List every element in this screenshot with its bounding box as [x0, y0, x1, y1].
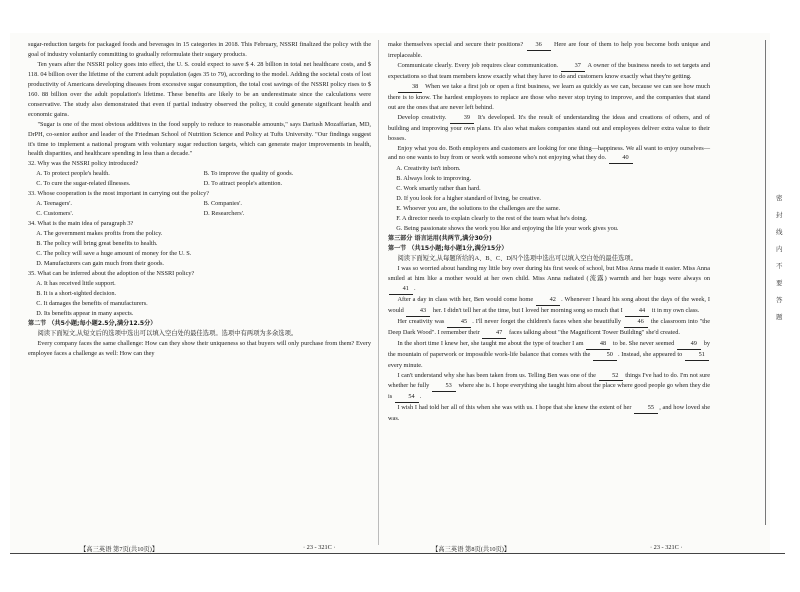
- option: C. To cure the sugar-related illnesses.: [36, 180, 131, 188]
- option: D. Its benefits appear in many aspects.: [36, 309, 134, 317]
- paragraph: Every company faces the same challenge: How can they show their uniqueness so that buyers will only purchase from them? Every employee faces a challenge as well: How can they: [28, 339, 371, 357]
- option: G. Being passionate shows the work you like and enjoying the life your work gives you.: [396, 225, 619, 233]
- paragraph: Ten years after the NSSRI policy goes into effect, the U. S. could expect to save $ 4. 28 billion in total net healthcare costs, and $ 118. 04 billion over the lifetime of the current adult population (ages 35 to 79), according to the model. Adding the societal costs of lost productivity of Americans developing diseases from excessive sugar consumption, the total cost savings of the NSSRI policy rises to $ 160. 88 billion over the adult population's lifetime. These benefits are likely to be an underestimate since the calculations were conservative. The study also demonstrated that even if partial industry observed the policy, it could generate significant health and economic gains.: [28, 60, 371, 118]
- question-33-options: [28, 199, 371, 209]
- blank-49[interactable]: 49: [677, 339, 701, 350]
- blank-52[interactable]: 52: [599, 371, 623, 382]
- question-32-options: [28, 179, 371, 189]
- option: D. Researchers'.: [203, 210, 245, 218]
- blank-36[interactable]: 36: [527, 40, 551, 51]
- option: B. To improve the quality of goods.: [203, 170, 294, 178]
- paragraph: sugar-reduction targets for packaged foods and beverages in 15 categories in 2018. This February, NSSRI finalized the policy with the goal of industry voluntarily committing to gradually reformulate their sugary products.: [28, 41, 371, 58]
- question-32-options: [28, 169, 371, 179]
- option: D. To attract people's attention.: [203, 180, 283, 188]
- blank-37[interactable]: 37: [561, 61, 585, 72]
- option: B. Always look to improving.: [396, 175, 472, 183]
- blank-55[interactable]: 55: [634, 403, 658, 414]
- paragraph: "Sugar is one of the most obvious additives in the food supply to reduce to reasonable amounts," says Dariush Mozaffarian, MD, DrPH, co-senior author and leader of the Friedman School of Nutrition Science and Policy at Tufts University. "Our findings suggest it's time to implement a national program with voluntary sugar reduction targets, which can generate major improvements in health, health disparities, and healthcare spending in less than a decade.": [28, 120, 371, 158]
- paragraph: 38 When we take a first job or open a first business, we learn as quickly as we can, because we can see how much there is to know. The hardest employees to replace are those who never stop trying to improve, and the companies that stand out are the ones that are never left behind.: [388, 82, 710, 111]
- option: C. Customers'.: [36, 210, 74, 218]
- option: C. Work smartly rather than hard.: [396, 185, 481, 193]
- option: A. It has received little support.: [36, 279, 116, 287]
- blank-42[interactable]: 42: [536, 295, 560, 306]
- blank-53[interactable]: 53: [432, 381, 456, 392]
- question-35: 35. What can be inferred about the adoption of the NSSRI policy?: [28, 269, 195, 277]
- paragraph: I was so worried about handing my little boy over during his first week of school, but Miss Anna made it easier. Miss Anna smiled at him like a mother would at her own child. Miss Anna radiated (流露) warmth and her hugs were always on 41 .: [388, 264, 710, 295]
- option: B. Companies'.: [203, 200, 242, 208]
- paragraph: make themselves special and secure their positions? 36 Here are four of them to help you become both unique and irreplaceable.: [388, 41, 710, 59]
- paragraph: After a day in class with her, Ben would come home 42 . Whenever I heard his song about the days of the week, I would 43 her. I didn't tell her at the time, but I loved her morning song so much that I 44 it in my own class.: [388, 295, 710, 317]
- blank-46[interactable]: 46: [624, 317, 648, 328]
- paragraph: Develop creativity. 39 It's developed. It's the result of understanding the ideas and creations of others, and of building and improving your own plans. It's also what makes companies stand out and employees deliver extra value to their bosses.: [388, 113, 711, 142]
- page-8-column: [388, 40, 710, 424]
- blank-41[interactable]: 41: [389, 284, 413, 295]
- seal-line-notice: 密封线内不要答题: [776, 194, 783, 321]
- option: B. The policy will bring great benefits to health.: [36, 240, 158, 248]
- option: D. Manufacturers can gain much from their goods.: [36, 259, 165, 267]
- blank-38[interactable]: 38: [398, 82, 422, 93]
- bottom-edge-line: [10, 553, 785, 554]
- page-8-footer-label: 【高三英语 第8页(共10页)】: [432, 546, 511, 553]
- option: A. The government makes profits from the policy.: [36, 230, 163, 238]
- option: A. To protect people's health.: [36, 170, 110, 178]
- paragraph: Communicate clearly. Every job requires clear communication. 37 A owner of the business needs to set targets and expectations so that team members know exactly what they have to do and customers know exactly what they're getting.: [388, 61, 710, 80]
- question-33: 33. Whose cooperation is the most important in carrying out the policy?: [28, 190, 210, 198]
- section-1-title: 第一节 （共15小题;每小题1分,满分15分）: [388, 245, 508, 253]
- option: C. The policy will save a huge amount of money for the U. S.: [36, 250, 192, 258]
- option: D. If you look for a higher standard of living, be creative.: [396, 195, 541, 203]
- option: F. A director needs to explain clearly to the rest of the team what he's doing.: [396, 215, 588, 223]
- blank-54[interactable]: 54: [395, 392, 419, 403]
- question-34: 34. What is the main idea of paragraph 3?: [28, 220, 134, 228]
- seal-margin: [765, 40, 792, 525]
- paragraph: Enjoy what you do. Both employers and customers are looking for one thing—happiness. We all want to enjoy ourselves—and no one wants to buy from or work with someone who's not enjoying what they do. 40: [388, 144, 710, 165]
- blank-39[interactable]: 39: [450, 113, 474, 124]
- section-1-instructions: 阅读下面短文,从每题所给的A、B、C、D四个选项中选出可以填入空白处的最佳选项。: [397, 255, 637, 263]
- column-divider: [378, 40, 379, 545]
- blank-40[interactable]: 40: [609, 153, 633, 164]
- question-33-options: [28, 209, 371, 219]
- paragraph: I wish I had told her all of this when she was with us. I hope that she knew the extent of her 55 , and how loved she was.: [388, 404, 710, 423]
- option: C. It damages the benefits of manufacturers.: [36, 299, 148, 307]
- option: E. Whoever you are, the solutions to the challenges are the same.: [396, 205, 561, 213]
- paragraph: In the short time I knew her, she taught me about the type of teacher I am 48 to be. She never seemed 49 by the mountain of paperwork or impossible work-life balance that comes with the 50 . Instead, she appeared to 51 every minute.: [388, 339, 710, 369]
- section-2-title: 第二节 （共5小题;每小题2.5分,满分12.5分）: [28, 319, 157, 327]
- section-2-instructions: 阅读下面短文,从短文后的选项中选出可以填入空白处的最佳选项。选项中有两项为多余选项。: [37, 329, 298, 337]
- option: A. Teenagers'.: [36, 200, 72, 208]
- page-7-footer-label: 【高三英语 第7页(共10页)】: [80, 546, 159, 553]
- blank-47[interactable]: 47: [482, 328, 506, 339]
- option: A. Creativity isn't inborn.: [396, 165, 461, 173]
- page-7-footer-code: · 23 - 321C ·: [303, 544, 336, 551]
- blank-44[interactable]: 44: [625, 306, 649, 317]
- page-7-column: [28, 40, 371, 359]
- paragraph: I can't understand why she has been taken from us. Telling Ben was one of the 52 things I've had to do. I'm not sure whether he fully 53 where she is. I hope everything she taught him about the place where good people go when they die is 54 .: [388, 371, 710, 404]
- blank-43[interactable]: 43: [406, 306, 430, 317]
- page-8-footer-code: · 23 - 321C ·: [650, 544, 683, 551]
- option: B. It is a short-sighted decision.: [36, 289, 117, 297]
- paragraph: Her creativity was 45 . I'll never forget the children's faces when she beautifully 46 the classroom into "the Deep Dark Wood". I remember their 47 faces talking about "the Magnificent Tower Building" she'd created.: [388, 317, 710, 339]
- blank-48[interactable]: 48: [586, 339, 610, 350]
- part-3-title: 第三部分 语言运用(共两节,满分30分): [388, 235, 492, 243]
- blank-51[interactable]: 51: [685, 350, 709, 361]
- question-32: 32. Why was the NSSRI policy introduced?: [28, 160, 139, 168]
- blank-50[interactable]: 50: [593, 350, 617, 361]
- blank-45[interactable]: 45: [447, 317, 471, 328]
